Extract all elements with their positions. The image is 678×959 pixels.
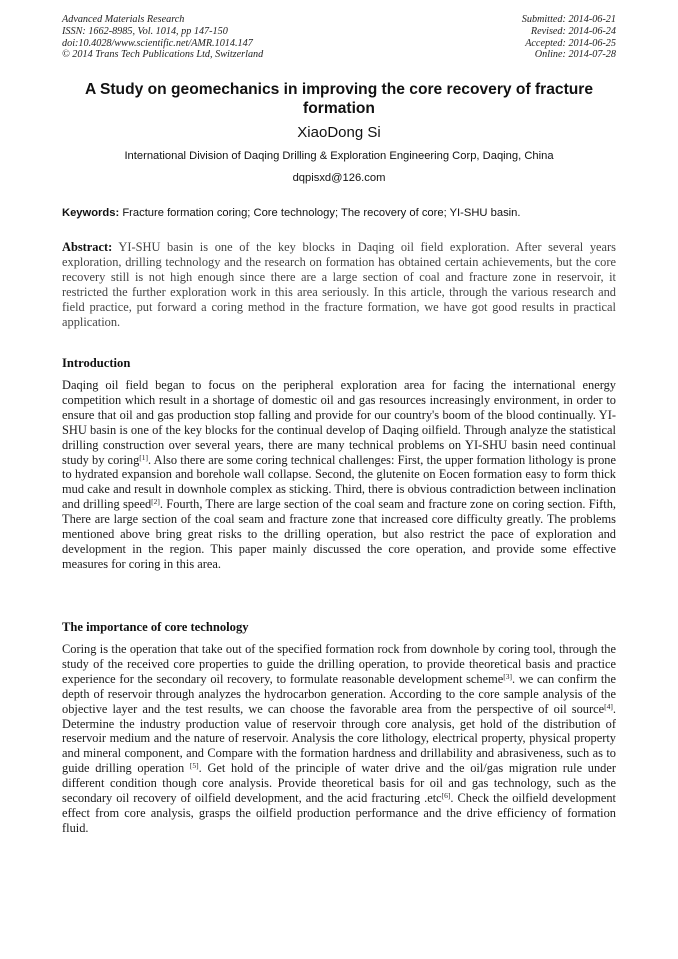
keywords [62, 207, 616, 219]
intro-text-3: . Fourth, There are large section of the coal seam and fracture zone on coring section. Fifth, There are large section of the coal seam and fracture zone that increased core difficulty greatly. The problems mentioned above bring great risks to the drilling operation, but also restrict the pace of exploration and development in the region. This paper mainly discussed the core operation, and provide some effective measures for coring in this area. [62, 497, 617, 571]
copyright-line: © 2014 Trans Tech Publications Ltd, Switzerland [62, 49, 264, 61]
online-date: Online: 2014-07-28 [534, 49, 616, 61]
journal-name: Advanced Materials Research [62, 14, 185, 25]
keywords-label: Keywords: [62, 207, 120, 219]
author-email[interactable]: dqpisxd@126.com [292, 172, 386, 184]
dates-info [522, 14, 616, 61]
importance-text-2: . we can confirm the depth of reservoir through analyzes the hydrocarbon generation. According to the core sample analysis of the objective layer and the test results, we can choose the favorable area from the perspective of oil source [62, 671, 616, 716]
importance-text-3: . Determine the industry production value of reservoir through core analysis, get hold of the distribution of reservoir medium and the nature of reservoir. Analysis the core lithology, electrical property, physical property and mineral component, and Compare with the formation hardness and drillability and abrasiveness, such as to guide drilling operation [62, 701, 616, 776]
author-name: XiaoDong Si [297, 124, 381, 141]
abstract [62, 240, 616, 329]
author-affiliation: International Division of Daqing Drilling & Exploration Engineering Corp, Daqing, China [124, 150, 554, 162]
intro-text-2: . Also there are some coring technical challenges: First, the upper formation lithology is prone to hydrated expansion and borehole wall collapse. Second, the glutenite on Eocen formation easy to form thick mud cake and result in downhole complex as sticking. Third, there is obvious contradiction between inclination and drilling speed [62, 452, 617, 512]
citation-3: [3] [503, 671, 513, 681]
doi-line: doi:10.4028/www.scientific.net/AMR.1014.147 [62, 37, 253, 49]
introduction-heading: Introduction [62, 356, 131, 370]
submitted-date: Submitted: 2014-06-21 [521, 14, 616, 25]
issn-line: ISSN: 1662-8985, Vol. 1014, pp 147-150 [62, 25, 228, 37]
citation-2: [2] [151, 497, 160, 507]
introduction-paragraph [62, 378, 616, 572]
citation-5: [5] [189, 761, 199, 771]
paper-title: A Study on geomechanics in improving the core recovery of fracture formation [84, 81, 594, 117]
citation-4: [4] [604, 701, 613, 711]
journal-info [62, 14, 263, 61]
keywords-text: Fracture formation coring; Core technology; The recovery of core; YI-SHU basin. [122, 207, 521, 219]
importance-heading: The importance of core technology [62, 620, 249, 634]
intro-text-1: Daqing oil field began to focus on the peripheral exploration area for facing the international energy competition which result in a shortage of domestic oil and gas resources increasingly environment, in order to ensure that oil and gas production stop falling and provide for our country's boom of the blood continually. YI-SHU basin is one of the key blocks for the continual develop of Daqing oilfield. Through analyze the statistical drilling construction over several years, there are many technical problems on YI-SHU basin need continual study by coring [62, 378, 616, 467]
accepted-date: Accepted: 2014-06-25 [525, 37, 616, 49]
revised-date: Revised: 2014-06-24 [530, 25, 616, 37]
importance-paragraph [62, 642, 616, 836]
citation-6: [6] [441, 791, 451, 801]
abstract-text: YI-SHU basin is one of the key blocks in Daqing oil field exploration. After several years exploration, drilling technology and the research on formation has obtained certain achievements, but the core recovery still is not high enough since there are a large section of coal and fracture zone in reservoir, it restricted the further exploration work in this area seriously. In this article, through the various research and field practice, put forward a coring method in the fracture formation, we have got good results in practical application. [62, 240, 616, 329]
importance-text-4: . Get hold of the principle of water drive and the oil/gas migration rule under different condition though core analysis. Provide theoretical basis for oil and gas technology, such as the secondary oil recovery of oilfield development, and the acid fracturing .etc [62, 761, 616, 806]
citation-1: [1] [139, 452, 149, 462]
importance-text-1: Coring is the operation that take out of the specified formation rock from downhole by coring tool, through the study of the received core properties to guide the drilling operation, to provide theoretical basis and practice experience for the secondary oil recovery, to formulate reasonable development scheme [62, 642, 616, 686]
abstract-label: Abstract: [62, 240, 113, 254]
importance-text-5: . Check the oilfield development effect from core analysis, grasps the oilfield production performance and the drive efficiency of formation fluid. [62, 791, 616, 835]
